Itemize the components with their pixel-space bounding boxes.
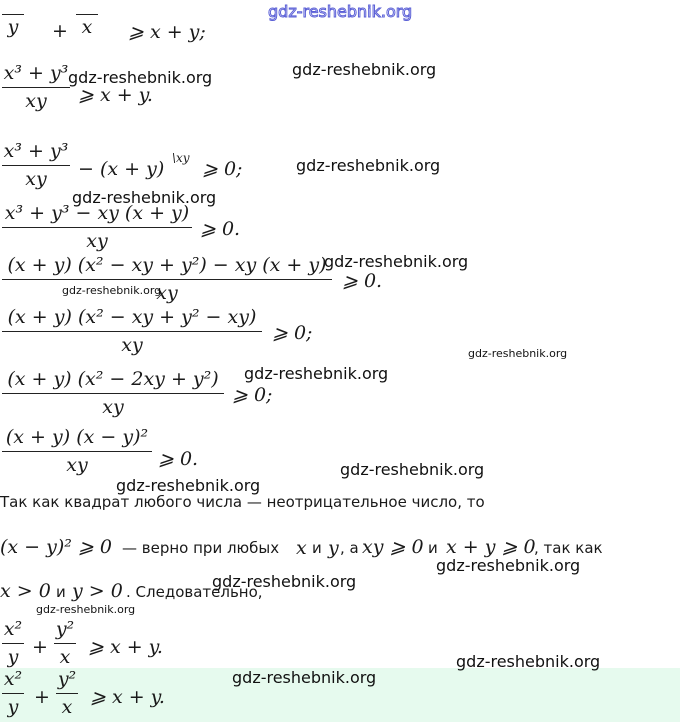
watermark: gdz-reshebnik.org xyxy=(212,572,357,591)
denominator: x xyxy=(81,16,93,39)
inequality-rhs: ⩾ x + y. xyxy=(88,636,163,658)
watermark: gdz-reshebnik.org xyxy=(72,188,217,207)
fraction-top-left xyxy=(2,0,24,37)
fraction-bar xyxy=(2,393,224,394)
denominator: xy xyxy=(86,230,108,253)
denominator: xy xyxy=(66,454,88,477)
watermark: gdz-reshebnik.org xyxy=(324,252,469,271)
fraction-l2 xyxy=(2,142,70,189)
inline-math: x + y ⩾ 0 xyxy=(446,536,536,558)
explanation-text: и xyxy=(312,539,322,557)
numerator: x³ + y³ xyxy=(3,140,69,162)
explanation-text: и xyxy=(56,583,66,601)
numerator: x³ + y³ xyxy=(3,62,69,84)
fraction-bar xyxy=(2,14,24,15)
denominator: xy xyxy=(25,90,47,113)
inequality-rhs: ⩾ x + y. xyxy=(78,84,153,106)
inequality-rhs: ⩾ 0; xyxy=(272,322,313,344)
inequality-rhs: ⩾ x + y. xyxy=(90,686,165,708)
numerator: x³ + y³ − xy (x + y) xyxy=(4,202,190,224)
inequality-rhs: ⩾ x + y; xyxy=(128,21,206,43)
fraction-bar xyxy=(2,227,192,228)
inequality-rhs: ⩾ 0; xyxy=(232,384,273,406)
final-fraction-2a xyxy=(2,670,24,717)
inline-math: xy ⩾ 0 xyxy=(362,536,424,558)
fraction-bar xyxy=(2,643,24,644)
annotation-superscript: \xy xyxy=(172,151,190,165)
watermark: gdz-reshebnik.org xyxy=(292,60,437,79)
watermark-small: gdz-reshebnik.org xyxy=(36,603,136,616)
explanation-text: и xyxy=(428,539,438,557)
watermark: gdz-reshebnik.org xyxy=(456,652,601,671)
plus-sign: + xyxy=(32,636,48,658)
inline-math: y > 0 xyxy=(72,580,123,602)
fraction-bar xyxy=(2,87,70,88)
inequality-rhs: ⩾ 0. xyxy=(158,448,199,470)
inline-math: (x − y)² ⩾ 0 xyxy=(0,536,112,558)
fraction-bar xyxy=(2,165,70,166)
numerator: x² xyxy=(3,668,23,690)
fraction-bar xyxy=(56,693,78,694)
numerator: (x + y) (x² − xy + y² − xy) xyxy=(7,306,257,328)
fraction-l6 xyxy=(2,370,224,417)
numerator: y² xyxy=(57,668,77,690)
watermark-outline: gdz-reshebnik.org xyxy=(268,2,413,21)
inequality-rhs: ⩾ 0. xyxy=(200,218,241,240)
fraction-top-right xyxy=(76,0,98,37)
denominator: x xyxy=(59,646,71,669)
numerator: (x + y) (x − y)² xyxy=(5,426,149,448)
numerator: x² xyxy=(3,618,23,640)
inequality-rhs: ⩾ 0. xyxy=(342,270,383,292)
explanation-text: — верно при любых xyxy=(122,539,280,557)
numerator: y² xyxy=(55,618,75,640)
fraction-bar xyxy=(54,643,76,644)
watermark: gdz-reshebnik.org xyxy=(68,68,213,87)
watermark: gdz-reshebnik.org xyxy=(232,668,377,687)
fraction-l5 xyxy=(2,308,262,355)
denominator: y xyxy=(7,696,19,719)
final-fraction-1a xyxy=(2,620,24,667)
fraction-bar xyxy=(2,451,152,452)
fraction-bar xyxy=(76,14,98,15)
denominator: y xyxy=(7,16,19,39)
explanation-text: . Следовательно, xyxy=(126,583,263,601)
watermark: gdz-reshebnik.org xyxy=(244,364,389,383)
fraction-bar xyxy=(2,331,262,332)
fraction-bar xyxy=(2,279,332,280)
denominator: y xyxy=(7,646,19,669)
denominator: xy xyxy=(121,334,143,357)
denominator: xy xyxy=(102,396,124,419)
final-fraction-1b xyxy=(54,620,76,667)
inequality-rhs: ⩾ 0; xyxy=(202,158,243,180)
watermark: gdz-reshebnik.org xyxy=(296,156,441,175)
plus-sign: + xyxy=(52,20,68,42)
watermark: gdz-reshebnik.org xyxy=(116,476,261,495)
watermark: gdz-reshebnik.org xyxy=(436,556,581,575)
inline-math: y xyxy=(328,537,339,559)
fraction-bar xyxy=(2,693,24,694)
plus-sign: + xyxy=(34,686,50,708)
fraction-l7 xyxy=(2,428,152,475)
denominator: xy xyxy=(25,168,47,191)
watermark: gdz-reshebnik.org xyxy=(340,460,485,479)
explanation-text: , а xyxy=(340,539,359,557)
denominator: xy xyxy=(156,282,178,305)
watermark-small: gdz-reshebnik.org xyxy=(62,284,162,297)
inline-math: x xyxy=(296,537,307,559)
numerator: (x + y) (x² − xy + y²) − xy (x + y) xyxy=(7,254,327,276)
explanation-text: Так как квадрат любого числа — неотрицательное число, то xyxy=(0,493,485,511)
fraction-l3 xyxy=(2,204,192,251)
explanation-text: , так как xyxy=(534,539,603,557)
final-fraction-2b xyxy=(56,670,78,717)
fraction-l1 xyxy=(2,64,70,111)
numerator: (x + y) (x² − 2xy + y²) xyxy=(7,368,219,390)
inline-math: x > 0 xyxy=(0,580,51,602)
subtracted-term: − (x + y) xyxy=(78,158,165,180)
fraction-l4 xyxy=(2,256,332,303)
denominator: x xyxy=(61,696,73,719)
watermark-small: gdz-reshebnik.org xyxy=(468,347,568,360)
